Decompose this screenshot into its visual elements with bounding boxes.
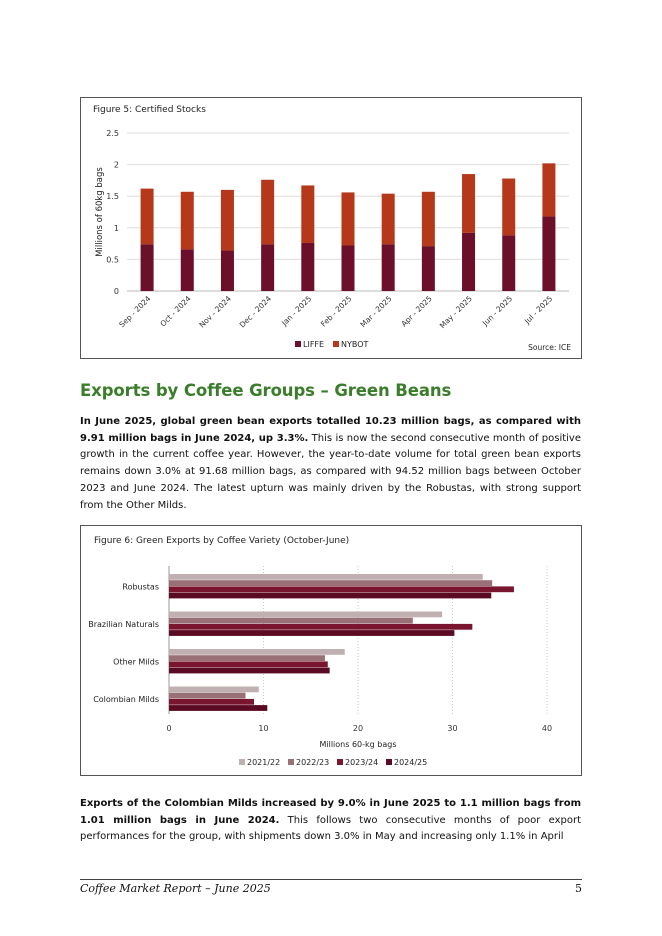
bar-2022-23-0 — [169, 580, 492, 586]
bar-nybot-9 — [502, 179, 515, 236]
bar-liffe-1 — [181, 249, 194, 291]
bar-nybot-10 — [542, 163, 555, 216]
figure-5-chart — [81, 98, 581, 358]
x-tick-label: 0 — [166, 724, 172, 733]
bar-liffe-5 — [342, 245, 355, 291]
bar-nybot-4 — [301, 185, 314, 243]
x-tick-label: Oct - 2024 — [158, 294, 193, 329]
bar-liffe-3 — [261, 244, 274, 291]
bar-liffe-4 — [301, 243, 314, 291]
legend-label-2023-24: 2023/24 — [345, 758, 379, 767]
legend-swatch-2024-25 — [386, 759, 392, 765]
legend-label-liffe: LIFFE — [303, 340, 325, 349]
footer-page-number: 5 — [575, 882, 582, 895]
bar-2021-22-0 — [169, 574, 483, 580]
paragraph-2-bold: Exports of the Colombian Milds increased by 9.0% in June 2025 to 1.1 million bags from 1.01 million bags in June 2024. — [80, 798, 581, 826]
figure-6-green-exports — [80, 525, 582, 776]
bar-liffe-9 — [502, 235, 515, 291]
paragraph-exports-summary — [80, 414, 581, 514]
x-tick-label: 30 — [447, 724, 458, 733]
y-tick-label: 0.5 — [106, 255, 119, 265]
bar-liffe-8 — [462, 233, 475, 291]
x-tick-label: 10 — [258, 724, 269, 733]
figure-5-title: Figure 5: Certified Stocks — [93, 105, 206, 115]
bar-nybot-1 — [181, 192, 194, 250]
paragraph-colombian-milds — [80, 796, 581, 846]
x-tick-label: Feb - 2025 — [318, 294, 354, 329]
bar-2021-22-3 — [169, 687, 259, 693]
bar-nybot-6 — [382, 194, 395, 245]
bar-nybot-8 — [462, 174, 475, 233]
bar-liffe-2 — [221, 251, 234, 291]
bar-liffe-10 — [542, 216, 555, 291]
category-label: Brazilian Naturals — [88, 619, 159, 629]
paragraph-1-text: This is now the second consecutive month of positive growth in the current coffee year. However, the year-to-date volume for total green bean exports remains down 3.0% at 91.68 million bags, as compared with 94.52 million bags between October 2023 and June 2024. The latest upturn was mainly driven by the Robustas, with strong support from the Other Milds. — [80, 432, 581, 511]
category-label: Other Milds — [113, 657, 159, 667]
bar-2021-22-1 — [169, 612, 442, 618]
bar-2022-23-1 — [169, 618, 413, 624]
bar-2021-22-2 — [169, 649, 345, 655]
legend-swatch-2022-23 — [288, 759, 294, 765]
bar-2024-25-1 — [169, 630, 454, 636]
bar-2022-23-2 — [169, 655, 325, 661]
y-tick-label: 2.5 — [106, 129, 119, 138]
legend-swatch-nybot — [333, 341, 339, 347]
bar-liffe-0 — [141, 244, 154, 291]
legend-swatch-liffe — [295, 341, 301, 347]
x-tick-label: Mar - 2025 — [358, 294, 394, 330]
legend-label-nybot: NYBOT — [341, 340, 369, 349]
bar-2024-25-2 — [169, 668, 330, 674]
figure-5-certified-stocks — [80, 97, 582, 359]
figure-6-chart — [81, 526, 581, 775]
y-tick-label: 1.5 — [106, 192, 119, 202]
bar-2022-23-3 — [169, 693, 246, 699]
bar-nybot-2 — [221, 190, 234, 251]
x-tick-label: Sep - 2024 — [117, 294, 153, 330]
paragraph-2-text: This follows two consecutive months of poor export performances for the group, with shipments down 3.0% in May and increasing only 1.1% in April — [80, 814, 581, 843]
x-tick-label: 20 — [352, 724, 364, 733]
figure-6-title: Figure 6: Green Exports by Coffee Variety (October-June) — [94, 536, 350, 546]
category-label: Robustas — [122, 582, 159, 592]
y-tick-label: 2 — [113, 160, 119, 170]
y-tick-label: 1 — [113, 223, 119, 233]
y-axis-label: Millions of 60kg bags — [95, 167, 105, 257]
x-tick-label: Jun - 2025 — [480, 294, 515, 328]
bar-2023-24-0 — [169, 586, 514, 592]
bar-2024-25-0 — [169, 593, 491, 599]
bar-liffe-6 — [382, 244, 395, 291]
legend-label-2021-22: 2021/22 — [247, 758, 281, 767]
category-label: Colombian Milds — [93, 694, 159, 704]
x-tick-label: Apr - 2025 — [399, 294, 434, 329]
legend-label-2024-25: 2024/25 — [394, 758, 428, 767]
figure-5-source: Source: ICE — [528, 343, 571, 352]
x-tick-label: 40 — [541, 724, 553, 733]
paragraph-1-bold: In June 2025, global green bean exports totalled 10.23 million bags, as compared with 9.91 million bags in June 2024, up 3.3%. — [80, 416, 581, 444]
legend-swatch-2021-22 — [239, 759, 245, 765]
x-tick-label: Jan - 2025 — [279, 294, 314, 328]
bar-nybot-0 — [141, 189, 154, 245]
x-tick-label: Dec - 2024 — [237, 294, 274, 330]
legend-swatch-2023-24 — [337, 759, 343, 765]
bar-nybot-3 — [261, 180, 274, 244]
x-tick-label: May - 2025 — [437, 294, 474, 331]
section-heading: Exports by Coffee Groups – Green Beans — [80, 381, 452, 400]
bar-nybot-5 — [342, 192, 355, 245]
bar-liffe-7 — [422, 246, 435, 291]
legend-label-2022-23: 2022/23 — [296, 758, 330, 767]
x-axis-label: Millions 60-kg bags — [319, 740, 397, 749]
x-tick-label: Nov - 2024 — [197, 294, 233, 330]
footer-report-title: Coffee Market Report – June 2025 — [80, 882, 271, 895]
bar-2023-24-1 — [169, 624, 472, 630]
bar-nybot-7 — [422, 192, 435, 246]
bar-2024-25-3 — [169, 705, 267, 711]
x-tick-label: Jul - 2025 — [522, 294, 555, 326]
bar-2023-24-3 — [169, 699, 254, 705]
y-tick-label: 0 — [113, 287, 119, 296]
bar-2023-24-2 — [169, 661, 328, 667]
footer-rule — [80, 879, 582, 880]
